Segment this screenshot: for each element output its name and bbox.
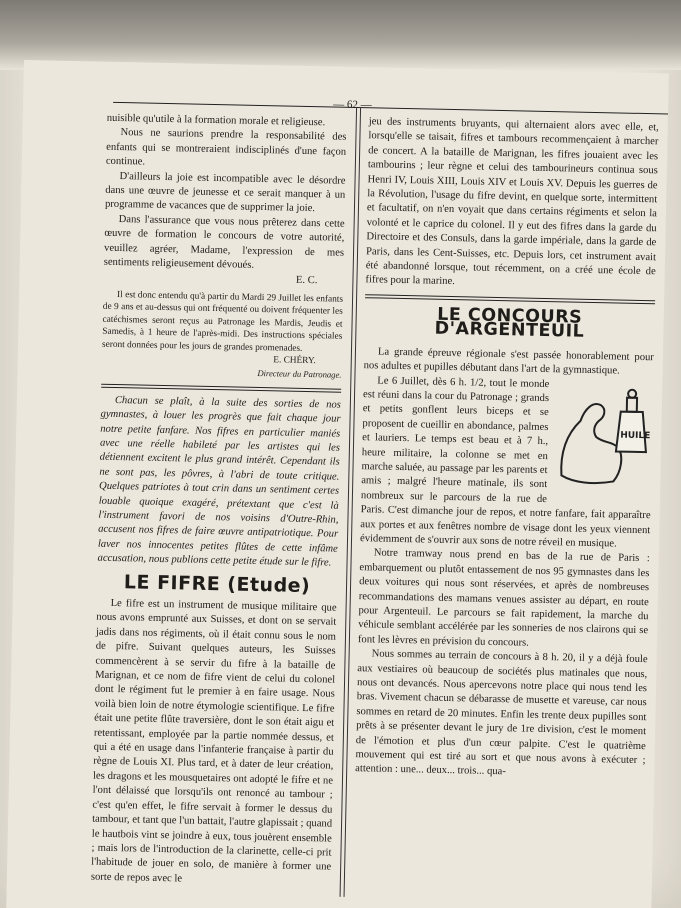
section-rule-right <box>365 294 655 304</box>
notice-signature: E. CHÉRY. <box>273 355 316 367</box>
intro-line-4: Dans l'assurance que vous nous prêterez dans cette œuvre de formation le concours de votre autorité, veuillez agréer, Madame, l'expression de mes sentiments religieusement dévoués. <box>103 213 345 271</box>
fifre-heading: LE FIFRE (Etude) <box>123 570 311 597</box>
intro-line-1: nuisible qu'utile à la formation morale et religieuse. <box>106 112 326 129</box>
fifre-continuation: jeu des instruments bruyants, qui alternaient alors avec elle, et, lorsqu'elle se taisait, fifres et tambours recommençaient à marcher de concert. A la bataille de Marignan, les fifres jouaient avec les tambourins ; leur règne et celui des tambourineurs continua sous Henri IV, Louis XIII, Louis XIV et Louis XV. Depuis les guerres de la Révolution, l'usage du fifre devint, en quelque sorte, intermittent et facultatif, on n'en voyait que dans certains régiments et selon la volonté et le caprice du colonel. Il y eut des fifres dans la garde du Directoire et des Consuls, dans la garde impériale, dans la garde de Paris, dans les Cent-Suisses, etc. Depuis lors, cet instrument avait été abandonné lorsque, tout récemment, on a créé une école de fifres pour la marine. <box>365 116 659 288</box>
intro-line-2: Nous ne saurions prendre la responsabilité des enfants qui se montreraient indisciplinés d'une façon continue. <box>105 127 347 168</box>
page-number: — 62 — <box>333 98 372 112</box>
illustration-label: HUILE <box>620 430 651 441</box>
right-column <box>355 115 659 783</box>
left-column <box>91 112 347 890</box>
biceps-oil-illustration <box>553 380 653 492</box>
notice-role: Directeur du Patronage. <box>257 368 342 381</box>
header-rule <box>113 102 668 115</box>
signature-ec: E. C. <box>295 275 318 287</box>
concours-para-2: Le 6 Juillet, dès 6 h. 1/2, tout le monde est réuni dans la cour du Patronage ; grands et petits gonflent leurs biceps et se proposent de cueillir en abondance, palmes et lauriers. Le temps est beau et à 7 h., heure militaire, la colonne se met en marche saluée, au passage par les parents et amis ; malgré l'heure matinale, ils sont nombreux sur le parcours de la rue de Paris. C'est dimanche jour de repos, et notre fanfare, fait apparaître aux portes et aux fenêtres nombre de visage dont les yeux viennent évidemment de s'ouvrir aux sons de notre réveil en musique. <box>359 374 651 550</box>
notice: Il est donc entendu qu'à partir du Mardi 29 Juillet les enfants de 9 ans et au-dessus qui ont fréquenté ou doivent fréquenter les catéchismes seront reçus au Patronage les Mardis, Jeudis et Samedis, à 1 heure de l'après-midi. Des instructions spéciales seront données pour les jours de grandes promenades. <box>101 289 344 354</box>
page-curl-shadow <box>0 0 681 70</box>
section-rule <box>101 383 341 392</box>
fanfare-paragraph: Chacun se plaît, à la suite des sorties de nos gymnastes, à louer les progrès que fait chaque jour notre petite fanfare. Nos fifres en particulier maniés avec une réelle habileté par les artistes qui les détiennent excitent le plus grand intérêt. Cependant ils ne sont pas, les pôvres, à l'abri de toute critique. Quelques patriotes à tout crin dans un sentiment certes louable quoique exagéré, prétextant que c'est là l'instrument favori de nos voisins d'Outre-Rhin, accusent nos fifres de faire œuvre antipatriotique. Pour laver nos innocentes petites flûtes de cette infâme accusation, nous publions cette petite étude sur le fifre. <box>97 394 341 569</box>
concours-para-3: Notre tramway nous prend en bas de la rue de Paris : embarquement ou plutôt entassement de nos 95 gymnastes dans les deux voitures qui nous sont réservées, et après de nombreuses recommandations des mamans venues assister au départ, en route pour Argenteuil. Le parcours se fait rapidement, la marche du véhicule semblant accélérée par les sonneries de nos clairons qui se font les lèvres en prévision du concours. <box>357 547 650 649</box>
intro-line-3: D'ailleurs la joie est incompatible avec le désordre dans une œuvre de jeunesse et ce serait manquer à un programme de vacances que de supprimer la joie. <box>104 170 346 215</box>
newsletter-sheet <box>6 60 669 908</box>
concours-para-4: Nous sommes au terrain de concours à 8 h. 20, il y a déjà foule aux vestiaires où beaucoup de sociétés plus matinales que nous, nous ont devancés. Nous apercevons notre place qui nous tend les bras. Vivement chacun se débarasse de musette et vareuse, car nous sommes en retard de 20 minutes. Enfin les trente deux pupilles sont prêts à se présenter devant le jury de 1re division, c'est le moment de l'émotion et plus d'un cœur palpite. C'est le quatrième mouvement qui est tiré au sort et que nous avons à exécuter ; attention : une... deux... trois... qua- <box>355 648 648 778</box>
concours-heading: LE CONCOURS D'ARGENTEUIL <box>434 304 585 343</box>
concours-para-1: La grande épreuve régionale s'est passée honorablement pour nos adultes et pupilles débutant dans l'art de la gymnastique. <box>363 346 655 377</box>
fifre-body: Le fifre est un instrument de musique militaire que nous avons emprunté aux Suisses, et dont on se servait jadis dans nos régiments, où il était connu sous le nom de pifre. Suivant quelques auteurs, les Suisses commencèrent à se servir du fifre à la bataille de Marignan, et ce nom de fifre vient de celui du colonel dont le régiment fut le premier à en faire usage. Nous voilà bien loin de notre étymologie scientifique. Le fifre était une petite flûte traversière, dont le son était aigu et retentissant, employée par la partie nommée dessus, et qui a été en usage dans l'infanterie française à partir du règne de Louis XI. Plus tard, et à dater de leur création, les dragons et les mousquetaires ont adopté le fifre et ne l'ont délaissé que lorsqu'ils ont renoncé au tambour ; c'est qu'en effet, le fifre servait à former le dessus du tambour, et tant que l'un battait, l'autre glapissait ; quand le hautbois vint se joindre à eux, tous jouèrent ensemble ; mais lors de l'introduction de la clarinette, celle-ci prit l'habitude de jouer en solo, de manière à former une sorte de repos avec le <box>90 597 337 885</box>
